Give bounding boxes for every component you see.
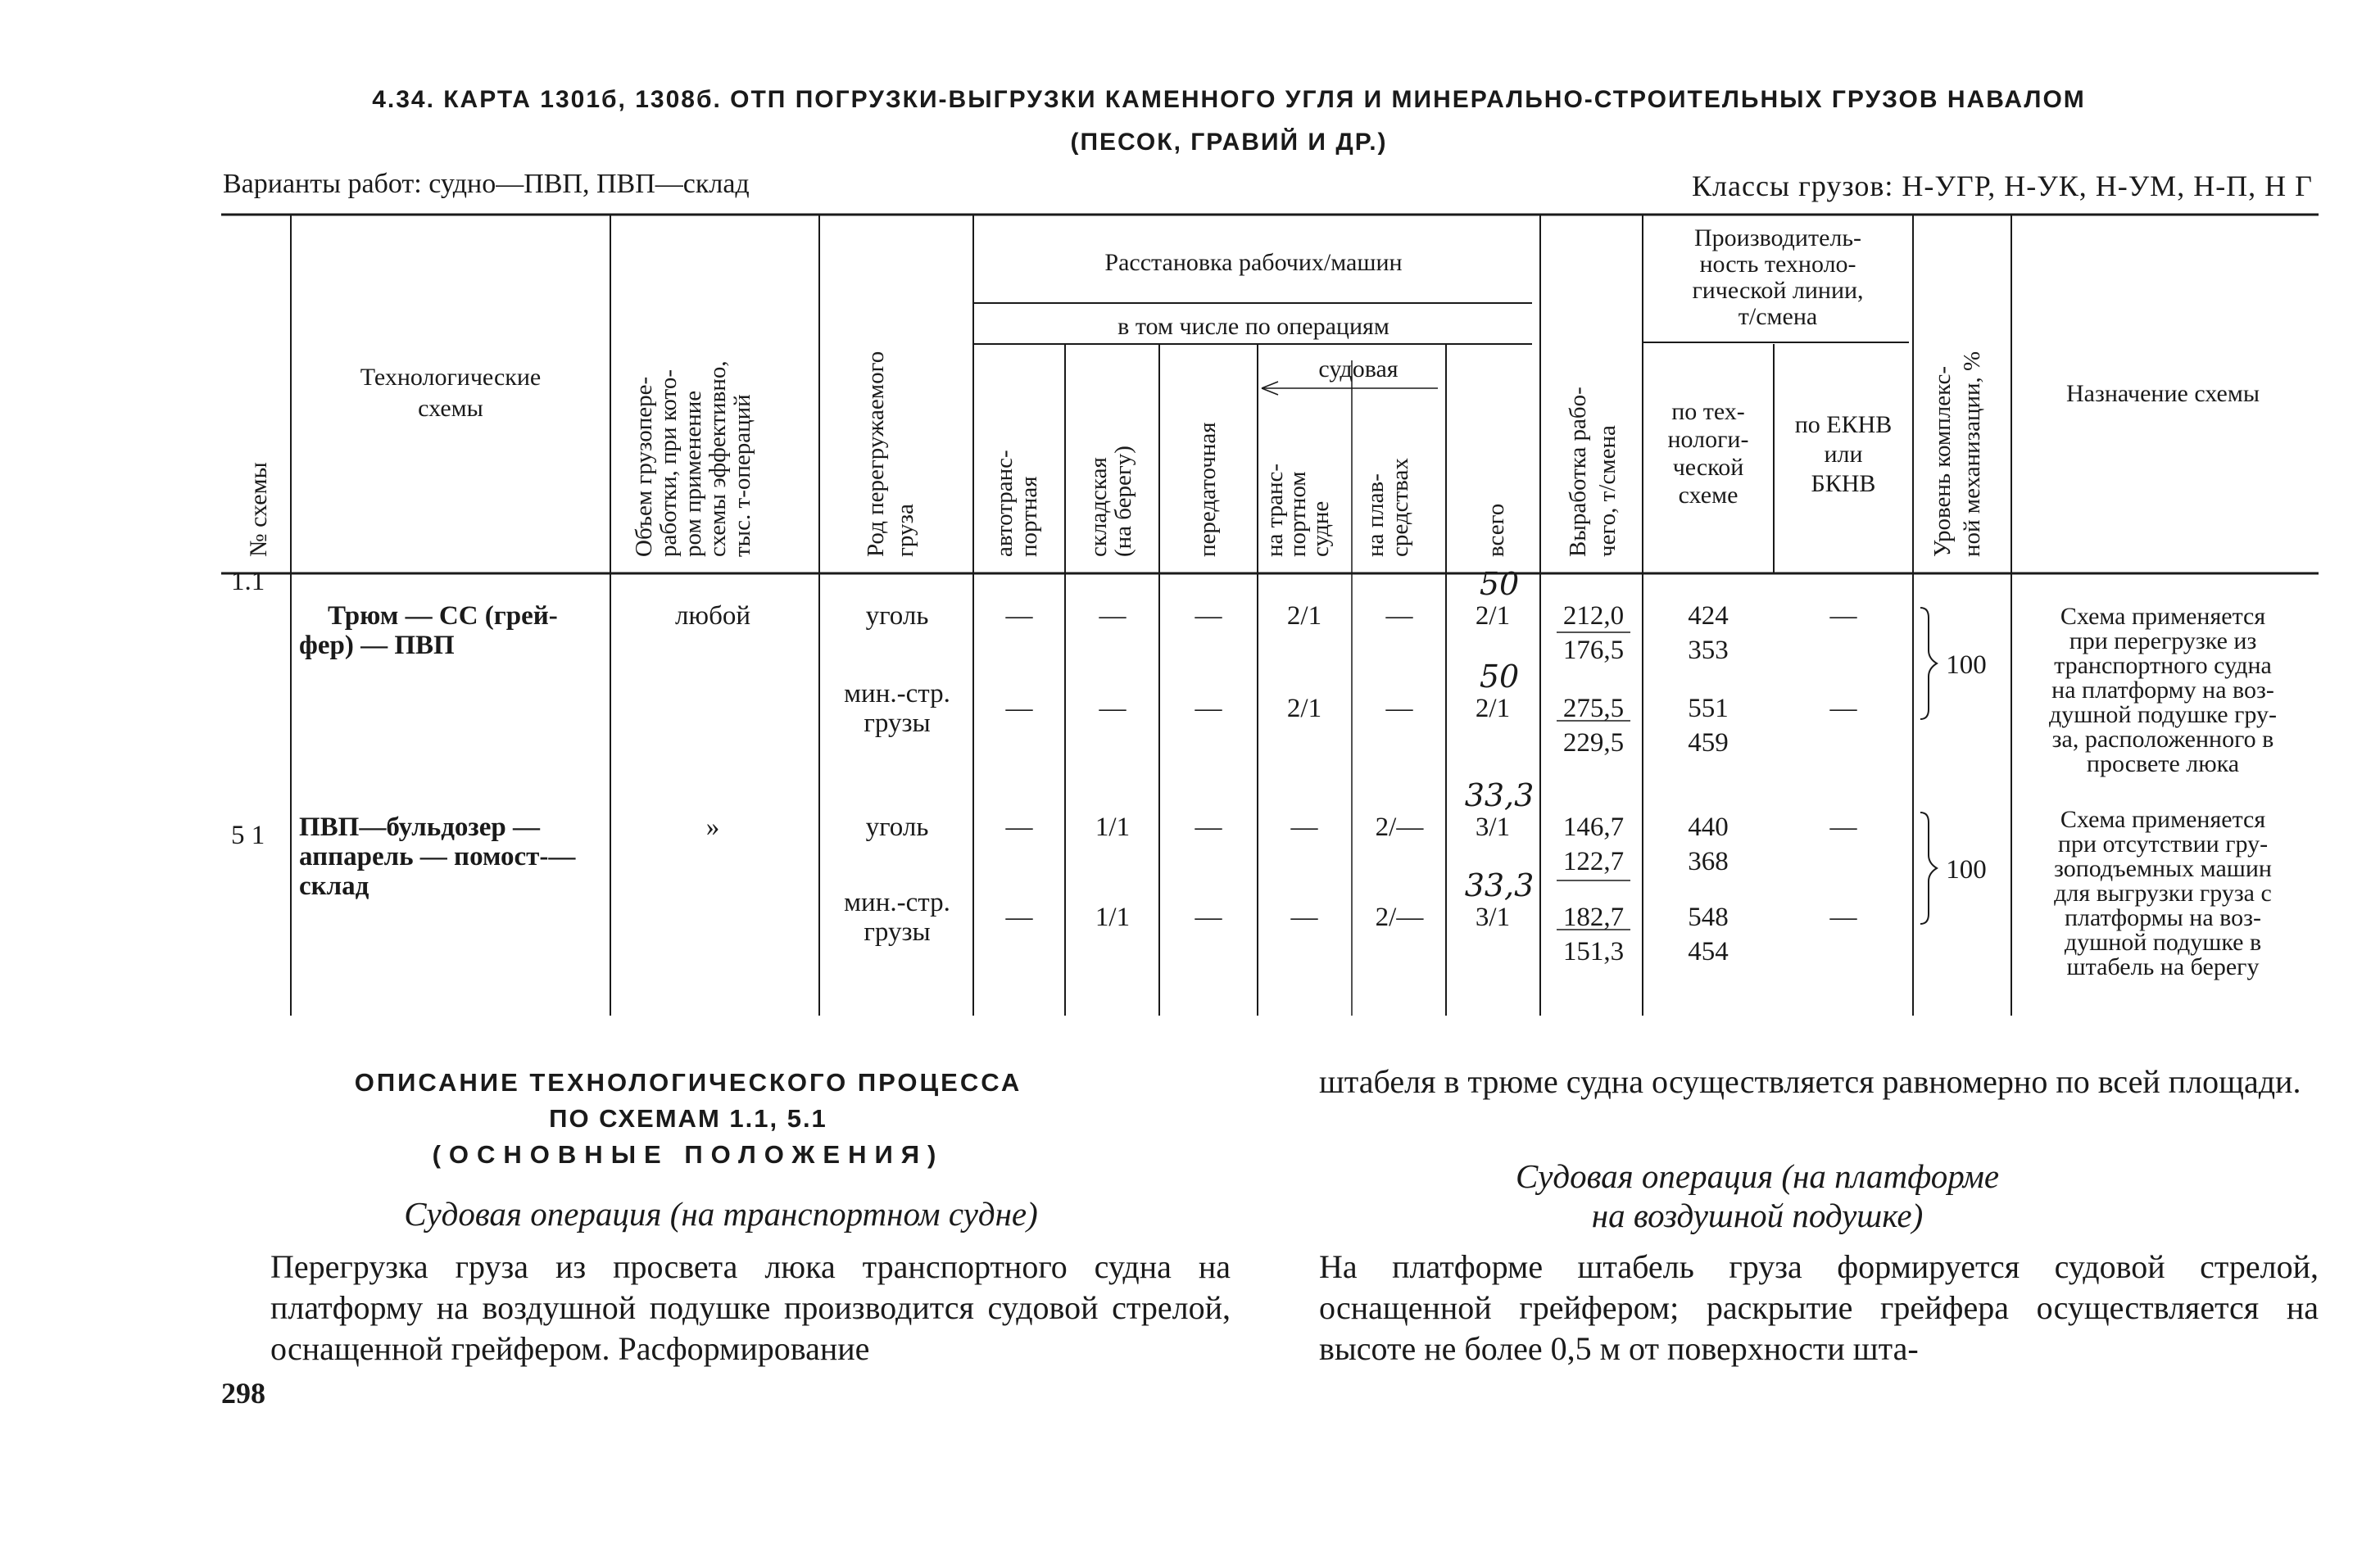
row-total: 3/1 bbox=[1475, 812, 1511, 842]
hdr-productivity-line: ность техноло- bbox=[1699, 251, 1856, 278]
header-op-ship-floating bbox=[1362, 458, 1413, 557]
row-prod-top: 548 bbox=[1688, 903, 1729, 932]
row-scheme-text: фер) — ПВП bbox=[299, 631, 455, 660]
hdr-volume-line: тыс. т-операций bbox=[729, 394, 755, 557]
row-output-bottom: 122,7 bbox=[1562, 847, 1625, 876]
row-scheme-text: ПВП—бульдозер — bbox=[299, 812, 540, 842]
header-tech-schemes-2: схемы bbox=[418, 395, 483, 422]
row-output-top: 212,0 bbox=[1562, 601, 1625, 631]
cargo-classes: Классы грузов: Н-УГР, Н-УК, Н-УМ, Н-П, Н Г bbox=[1692, 170, 2313, 202]
work-variants: Варианты работ: судно—ПВП, ПВП—склад bbox=[223, 169, 750, 199]
row-transfer: — bbox=[1195, 903, 1222, 932]
header-output bbox=[1565, 387, 1621, 557]
hdr-prod-tech-line: ческой bbox=[1672, 454, 1744, 481]
row-scheme-no: 5 1 bbox=[231, 821, 265, 850]
header-total: всего bbox=[1483, 503, 1509, 557]
hdr-prod-ekhv-line: или bbox=[1824, 441, 1863, 468]
row-storage: — bbox=[1099, 601, 1127, 631]
row-cargo: уголь bbox=[865, 601, 929, 631]
process-heading-line-2: ПО СХЕМАМ 1.1, 5.1 bbox=[549, 1104, 827, 1133]
row-output-top: 275,5 bbox=[1562, 694, 1625, 723]
hdr-prod-ekhv-line: по ЕКНВ bbox=[1794, 411, 1893, 438]
row-output-bottom: 176,5 bbox=[1562, 636, 1625, 665]
hdr-volume-line: Объем грузопере- bbox=[631, 376, 657, 557]
row-handwritten-note: 50 bbox=[1479, 659, 1520, 695]
hdr-storage-line: (на берегу) bbox=[1110, 446, 1136, 557]
row-purpose-line: Схема применяется bbox=[2060, 603, 2266, 630]
row-cargo: грузы bbox=[864, 708, 931, 738]
row-total: 2/1 bbox=[1475, 601, 1511, 631]
row-cargo: мин.-стр. bbox=[844, 679, 950, 708]
table-row bbox=[231, 777, 1858, 901]
row-auto: — bbox=[1005, 694, 1033, 723]
hdr-productivity-line: т/смена bbox=[1738, 303, 1818, 330]
row-storage: 1/1 bbox=[1095, 903, 1131, 932]
row-scheme-text: склад bbox=[299, 871, 369, 901]
row-transfer: — bbox=[1195, 812, 1222, 842]
row-storage: — bbox=[1099, 694, 1127, 723]
row-handwritten-note: 33,3 bbox=[1464, 867, 1535, 903]
row-total: 3/1 bbox=[1475, 903, 1511, 932]
row-volume: » bbox=[705, 812, 720, 842]
hdr-mech-line: ной механизации, % bbox=[1959, 351, 1985, 557]
process-heading-line-3: (ОСНОВНЫЕ ПОЛОЖЕНИЯ) bbox=[432, 1140, 945, 1169]
row-cargo: грузы bbox=[864, 917, 931, 947]
header-prod-ekhv bbox=[1795, 411, 1893, 497]
row-output-bottom: 151,3 bbox=[1562, 937, 1625, 966]
header-prod-tech-scheme bbox=[1668, 398, 1749, 509]
header-op-auto bbox=[991, 450, 1042, 557]
row-purpose-line: платформы на воз- bbox=[2065, 904, 2261, 931]
header-volume bbox=[631, 360, 755, 557]
hdr-mech-line: Уровень комплекс- bbox=[1929, 365, 1956, 557]
row-purpose-line: при перегрузке из bbox=[2069, 627, 2257, 654]
process-heading bbox=[328, 1065, 1049, 1173]
header-tech-schemes-1: Технологические bbox=[360, 364, 542, 391]
row-prod-bottom: 454 bbox=[1688, 937, 1729, 966]
table-body bbox=[231, 566, 2277, 980]
row-output-top: 182,7 bbox=[1562, 903, 1625, 932]
hdr-output-line: чего, т/смена bbox=[1594, 425, 1621, 557]
paragraph-right-top: штабеля в трюме судна осуществляется равномерно по всей площади. bbox=[1319, 1063, 2301, 1100]
hdr-ship-transport-line: судне bbox=[1308, 500, 1334, 557]
title-line-1: 4.34. КАРТА 1301б, 1308б. ОТП ПОГРУЗКИ-ВЫГРУЗКИ КАМЕННОГО УГЛЯ И МИНЕРАЛЬНО-СТРОИТЕЛЬНЫХ ГРУЗОВ НАВАЛОМ bbox=[372, 86, 2086, 113]
row-mechanization: 100 bbox=[1946, 855, 1987, 885]
paragraph-right: На платформе штабель груза формируется судовой стрелой, оснащенной грейфером; раскрытие грейфера осуществляется на высоте не более 0,5 м от поверхности шта- bbox=[1319, 1248, 2319, 1367]
row-prod-bottom: 459 bbox=[1688, 728, 1729, 758]
row-auto: — bbox=[1005, 903, 1033, 932]
row-purpose-line: за, расположенного в bbox=[2051, 726, 2274, 753]
title-line-2: (ПЕСОК, ГРАВИЙ И ДР.) bbox=[1070, 129, 1388, 156]
table-header bbox=[245, 224, 2260, 557]
hdr-volume-line: работки, при кото- bbox=[655, 369, 682, 557]
row-prod-ekhv: — bbox=[1829, 601, 1857, 631]
hdr-storage-line: складская bbox=[1086, 457, 1112, 557]
row-auto: — bbox=[1005, 601, 1033, 631]
row-prod-top: 440 bbox=[1688, 812, 1729, 842]
subheading-ship-operation-platform bbox=[1319, 1156, 2196, 1235]
row-handwritten-note: 50 bbox=[1479, 566, 1520, 602]
row-ship-floating: — bbox=[1385, 694, 1413, 723]
process-heading-line-1: ОПИСАНИЕ ТЕХНОЛОГИЧЕСКОГО ПРОЦЕССА bbox=[354, 1068, 1022, 1097]
row-purpose-line: душной подушке гру- bbox=[2048, 701, 2278, 728]
row-purpose-line: Схема применяется bbox=[2060, 806, 2266, 833]
row-ship-transport: — bbox=[1290, 812, 1318, 842]
row-purpose-line: транспортного судна bbox=[2054, 652, 2272, 679]
row-output-top: 146,7 bbox=[1562, 812, 1625, 842]
hdr-prod-tech-line: по тех- bbox=[1671, 398, 1745, 425]
row-purpose-line: штабель на берегу bbox=[2066, 953, 2260, 980]
row-mechanization: 100 bbox=[1946, 650, 1987, 680]
row-scheme-text: Трюм — СС (грей- bbox=[328, 601, 558, 631]
hdr-auto-line: автотранс- bbox=[991, 450, 1018, 557]
hdr-cargo-line: груза bbox=[892, 504, 918, 557]
row-ship-floating: 2/— bbox=[1375, 812, 1424, 842]
row-prod-top: 424 bbox=[1688, 601, 1729, 631]
header-op-ship-transport bbox=[1262, 464, 1334, 557]
subheading-line-2: на воздушной подушке) bbox=[1591, 1197, 1924, 1234]
hdr-prod-ekhv-line: БКНВ bbox=[1811, 470, 1876, 497]
row-transfer: — bbox=[1195, 601, 1222, 631]
subheading-ship-operation-transport: Судовая операция (на транспортном судне) bbox=[404, 1195, 1038, 1233]
hdr-volume-line: ром применение bbox=[680, 390, 706, 557]
row-total: 2/1 bbox=[1475, 694, 1511, 723]
row-prod-top: 551 bbox=[1688, 694, 1729, 723]
row-purpose-line: при отсутствии гру- bbox=[2057, 831, 2269, 858]
hdr-ship-floating-line: средствах bbox=[1387, 458, 1413, 557]
table-row bbox=[844, 867, 1857, 966]
row-ship-floating: — bbox=[1385, 601, 1413, 631]
hdr-ship-transport-line: портном bbox=[1285, 471, 1311, 557]
hdr-cargo-line: Род перегружаемого bbox=[863, 351, 889, 557]
paragraph-left: Перегрузка груза из просвета люка транспортного судна на платформу на воздушной подушке производится судовой стрелой, оснащенной грейфером. Расформирование bbox=[270, 1248, 1231, 1367]
row-prod-bottom: 368 bbox=[1688, 847, 1729, 876]
hdr-ship-floating-line: на плав- bbox=[1362, 473, 1389, 557]
row-cargo: уголь bbox=[865, 812, 929, 842]
row-prod-ekhv: — bbox=[1829, 812, 1857, 842]
row-prod-ekhv: — bbox=[1829, 903, 1857, 932]
header-op-ship: судовая bbox=[1318, 355, 1399, 382]
row-prod-ekhv: — bbox=[1829, 694, 1857, 723]
hdr-productivity-line: Производитель- bbox=[1693, 224, 1862, 251]
row-scheme-no: 1.1 bbox=[231, 567, 265, 596]
row-purpose-line: для выгрузки груза с bbox=[2054, 880, 2272, 907]
row-output-bottom: 229,5 bbox=[1562, 728, 1625, 758]
row-ship-transport: 2/1 bbox=[1286, 694, 1322, 723]
row-auto: — bbox=[1005, 812, 1033, 842]
hdr-ship-transport-line: на транс- bbox=[1262, 463, 1288, 557]
row-purpose-line: душной подушке в bbox=[2064, 929, 2262, 956]
hdr-prod-tech-line: схеме bbox=[1678, 482, 1739, 509]
row-prod-bottom: 353 bbox=[1688, 636, 1729, 665]
row-storage: 1/1 bbox=[1095, 812, 1131, 842]
header-productivity bbox=[1692, 224, 1863, 330]
row-ship-transport: 2/1 bbox=[1286, 601, 1322, 631]
header-placement: Расстановка рабочих/машин bbox=[1104, 249, 1403, 276]
row-handwritten-note: 33,3 bbox=[1464, 777, 1535, 813]
hdr-auto-line: портная bbox=[1016, 476, 1042, 557]
header-purpose: Назначение схемы bbox=[2066, 380, 2260, 407]
row-volume: любой bbox=[674, 601, 751, 631]
hdr-volume-line: схемы эффективно, bbox=[705, 360, 731, 557]
row-purpose-line: просвете люка bbox=[2086, 750, 2240, 777]
table-row bbox=[231, 566, 1858, 665]
page-number: 298 bbox=[221, 1377, 265, 1410]
header-cargo-kind bbox=[863, 351, 918, 557]
row-purpose-line: на платформу на воз- bbox=[2051, 677, 2274, 704]
row-transfer: — bbox=[1195, 694, 1222, 723]
header-op-transfer: передаточная bbox=[1195, 422, 1221, 557]
hdr-prod-tech-line: нологи- bbox=[1667, 426, 1749, 453]
header-op-storage bbox=[1086, 446, 1136, 557]
row-purpose-line: зоподъемных машин bbox=[2054, 855, 2272, 882]
row-scheme-text: аппарель — помост-— bbox=[299, 842, 576, 871]
table-row bbox=[844, 659, 1857, 758]
subheading-line-1: Судовая операция (на платформе bbox=[1515, 1157, 2000, 1195]
header-scheme-no: № схемы bbox=[245, 462, 272, 557]
hdr-productivity-line: гической линии, bbox=[1692, 277, 1864, 304]
row-ship-transport: — bbox=[1290, 903, 1318, 932]
header-mechanization bbox=[1929, 351, 1985, 557]
header-by-operations: в том числе по операциям bbox=[1117, 313, 1389, 340]
row-ship-floating: 2/— bbox=[1375, 903, 1424, 932]
row-cargo: мин.-стр. bbox=[844, 888, 950, 917]
hdr-output-line: Выработка рабо- bbox=[1565, 387, 1591, 557]
